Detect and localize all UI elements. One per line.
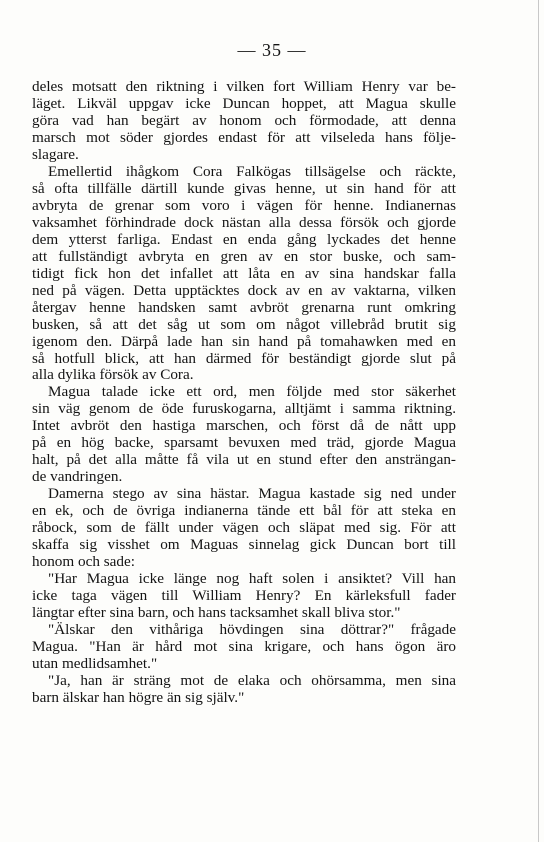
text-line: längtar efter sina barn, och hans tacksamhet skall bliva stor."	[32, 605, 401, 622]
text-line: deles motsatt den riktning i vilken fort William Henry var be-	[32, 79, 456, 95]
text-line: utan medlidsamhet."	[32, 655, 158, 672]
text-line: honom och sade:	[32, 554, 135, 571]
text-line: skaffa sig visshet om Maguas sinnelag gick Duncan bort till	[32, 537, 456, 554]
text-line: en ek, och de övriga indianerna tände ett bål för att steka en	[32, 503, 456, 520]
text-line: barn älskar han högre än sig själv."	[32, 689, 245, 706]
text-line: att fullständigt avbryta en gren av en stor buske, och sam-	[32, 248, 456, 265]
text-line: avbryta de grenar som voro i vägen för henne. Indianernas	[32, 197, 456, 214]
text-line: busken, så att det såg ut som om något villebråd brutit sig	[32, 316, 456, 333]
text-line: Intet avbröt den hastiga marschen, och först då de nått upp	[32, 418, 456, 435]
text-line: igenom den. Därpå lade han sin hand på tomahawken med en	[32, 333, 456, 350]
text-line: "Älskar den vithåriga hövdingen sina döttrar?" frågade	[48, 622, 456, 638]
page-number: — 35 —	[237, 40, 307, 60]
text-line: marsch mot söder gjordes endast för att vilseleda hans följe-	[32, 129, 456, 146]
text-line: så hotfull blick, att han därmed för beständigt gjorde slut på	[32, 350, 456, 367]
text-line: slagare.	[32, 146, 79, 163]
text-line: vaksamhet förhindrade dock nästan alla dessa försök och gjorde	[32, 214, 456, 231]
text-line: återgav henne handsken samt avbröt grenarna runt omkring	[32, 299, 456, 316]
body-text	[32, 79, 456, 707]
text-line: på en hög backe, sparsamt bevuxen med träd, gjorde Magua	[32, 435, 456, 452]
text-line: tidigt fick hon det infallet att låta en av sina handskar falla	[32, 265, 456, 282]
text-line: råbock, som de fällt under vägen och släpat med sig. För att	[32, 520, 456, 537]
text-line: "Har Magua icke länge nog haft solen i ansiktet? Vill han	[48, 571, 456, 588]
text-line: ned på vägen. Detta upptäcktes dock av en av vaktarna, vilken	[32, 282, 456, 299]
text-line: göra vad han begärt av honom och förmodade, att denna	[32, 112, 456, 129]
page-edge	[538, 0, 539, 842]
text-line: alla dylika försök av Cora.	[32, 367, 194, 384]
text-line: de vandringen.	[32, 469, 123, 486]
text-line: Emellertid ihågkom Cora Falkögas tillsägelse och räckte,	[48, 163, 456, 180]
text-line: Magua talade icke ett ord, men följde med stor säkerhet	[48, 384, 456, 401]
text-line: dem ytterst farliga. Endast en enda gång lyckades det henne	[32, 231, 456, 248]
text-line: läget. Likväl uppgav icke Duncan hoppet, att Magua skulle	[32, 95, 456, 112]
text-line: sin väg genom de öde furuskogarna, alltjämt i samma riktning.	[32, 401, 456, 418]
text-line: Magua. "Han är hård mot sina krigare, och hans ögon äro	[32, 638, 456, 655]
text-line: "Ja, han är sträng mot de elaka och ohörsamma, men sina	[48, 672, 456, 689]
text-line: icke taga vägen till William Henry? En kärleksfull fader	[32, 588, 456, 605]
text-line: så ofta tillfälle därtill kunde givas henne, ut sin hand för att	[32, 180, 456, 197]
text-line: halt, på det alla måtte få vila ut en stund efter den ansträngan-	[32, 452, 456, 469]
text-line: Damerna stego av sina hästar. Magua kastade sig ned under	[48, 486, 456, 503]
